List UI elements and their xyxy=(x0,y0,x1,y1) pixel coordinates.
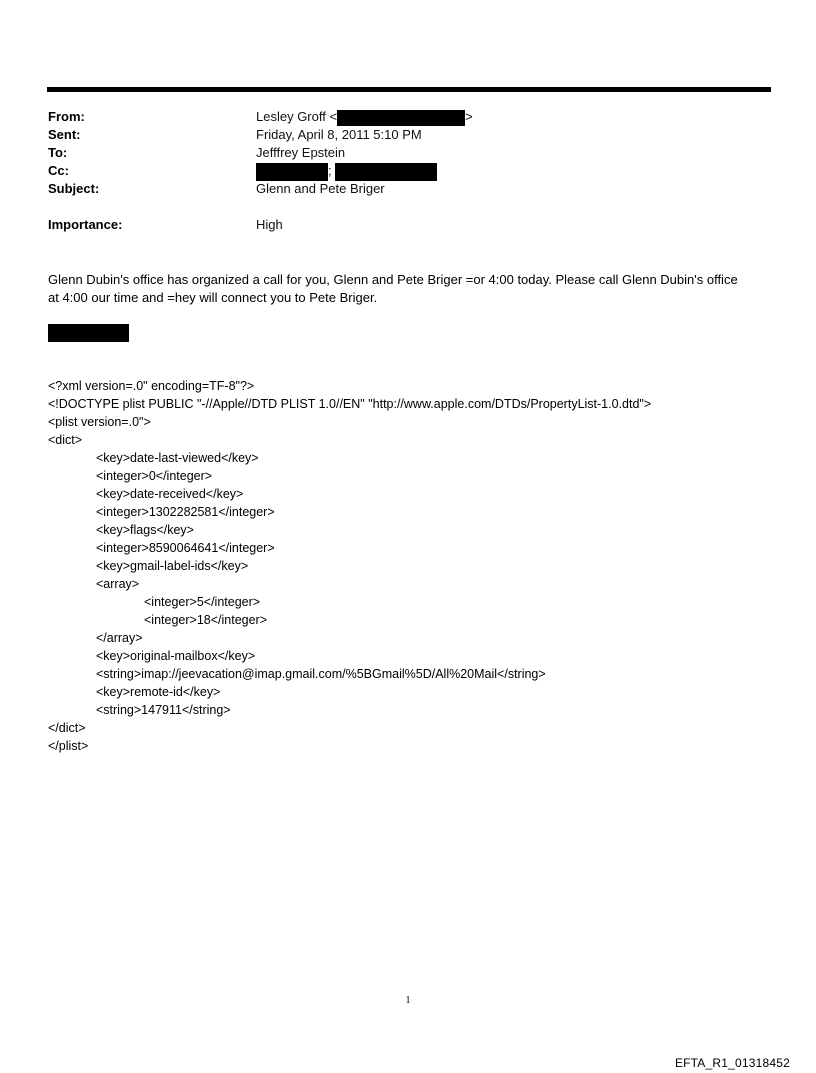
xml-line: <!DOCTYPE plist PUBLIC "-//Apple//DTD PLIST 1.0//EN" "http://www.apple.com/DTDs/PropertyList-1.0.dtd"> xyxy=(48,397,652,411)
cc-value xyxy=(256,162,437,181)
xml-line: <integer>0</integer> xyxy=(96,469,213,483)
xml-line: <integer>5</integer> xyxy=(144,595,261,609)
xml-line: <array> xyxy=(96,577,140,591)
importance-row xyxy=(48,216,748,234)
subject-value: Glenn and Pete Briger xyxy=(256,181,385,196)
xml-line: <integer>18</integer> xyxy=(144,613,268,627)
plist-xml xyxy=(48,377,788,755)
subject-row xyxy=(48,180,748,198)
sent-value: Friday, April 8, 2011 5:10 PM xyxy=(256,127,422,142)
redacted-cc-2 xyxy=(335,163,437,181)
xml-line: <integer>1302282581</integer> xyxy=(96,505,275,519)
xml-line: <key>date-last-viewed</key> xyxy=(96,451,259,465)
from-value xyxy=(256,108,473,126)
to-value: Jefffrey Epstein xyxy=(256,145,346,160)
xml-line: <key>flags</key> xyxy=(96,523,194,537)
redacted-signature xyxy=(48,324,129,342)
from-label: From: xyxy=(48,109,85,124)
xml-line: </array> xyxy=(96,631,143,645)
xml-line: <key>gmail-label-ids</key> xyxy=(96,559,249,573)
sent-row xyxy=(48,126,748,144)
redacted-cc-1 xyxy=(256,163,328,181)
from-name: Lesley Groff < xyxy=(256,109,338,124)
xml-line: </plist> xyxy=(48,739,89,753)
body-line-1: Glenn Dubin's office has organized a call for you, Glenn and Pete Briger =or 4:00 today. Please call Glenn Dubin's office xyxy=(48,272,738,287)
document-id: EFTA_R1_01318452 xyxy=(674,1056,790,1070)
email-header xyxy=(48,108,748,234)
importance-value: High xyxy=(256,217,283,232)
xml-line: <?xml version=.0" encoding=TF-8"?> xyxy=(48,379,255,393)
to-label: To: xyxy=(48,145,68,160)
xml-line: <key>original-mailbox</key> xyxy=(96,649,256,663)
from-close-bracket: > xyxy=(465,109,473,124)
xml-line: </dict> xyxy=(48,721,86,735)
cc-separator: ; xyxy=(328,163,332,178)
page-number: 1 xyxy=(405,995,411,1006)
xml-line: <key>date-received</key> xyxy=(96,487,244,501)
redacted-email xyxy=(337,110,465,126)
xml-line: <string>147911</string> xyxy=(96,703,231,717)
header-rule xyxy=(47,87,771,92)
body-line-2: at 4:00 our time and =hey will connect you to Pete Briger. xyxy=(48,290,378,305)
xml-line: <key>remote-id</key> xyxy=(96,685,221,699)
xml-line: <string>imap://jeevacation@imap.gmail.com/%5BGmail%5D/All%20Mail</string> xyxy=(96,667,546,681)
subject-label: Subject: xyxy=(48,181,100,196)
xml-line: <integer>8590064641</integer> xyxy=(96,541,275,555)
cc-row xyxy=(48,162,748,180)
importance-label: Importance: xyxy=(48,217,123,232)
from-row xyxy=(48,108,748,126)
email-body xyxy=(48,271,763,307)
cc-label: Cc: xyxy=(48,163,69,178)
sent-label: Sent: xyxy=(48,127,81,142)
to-row xyxy=(48,144,748,162)
xml-line: <plist version=.0"> xyxy=(48,415,151,429)
xml-line: <dict> xyxy=(48,433,83,447)
